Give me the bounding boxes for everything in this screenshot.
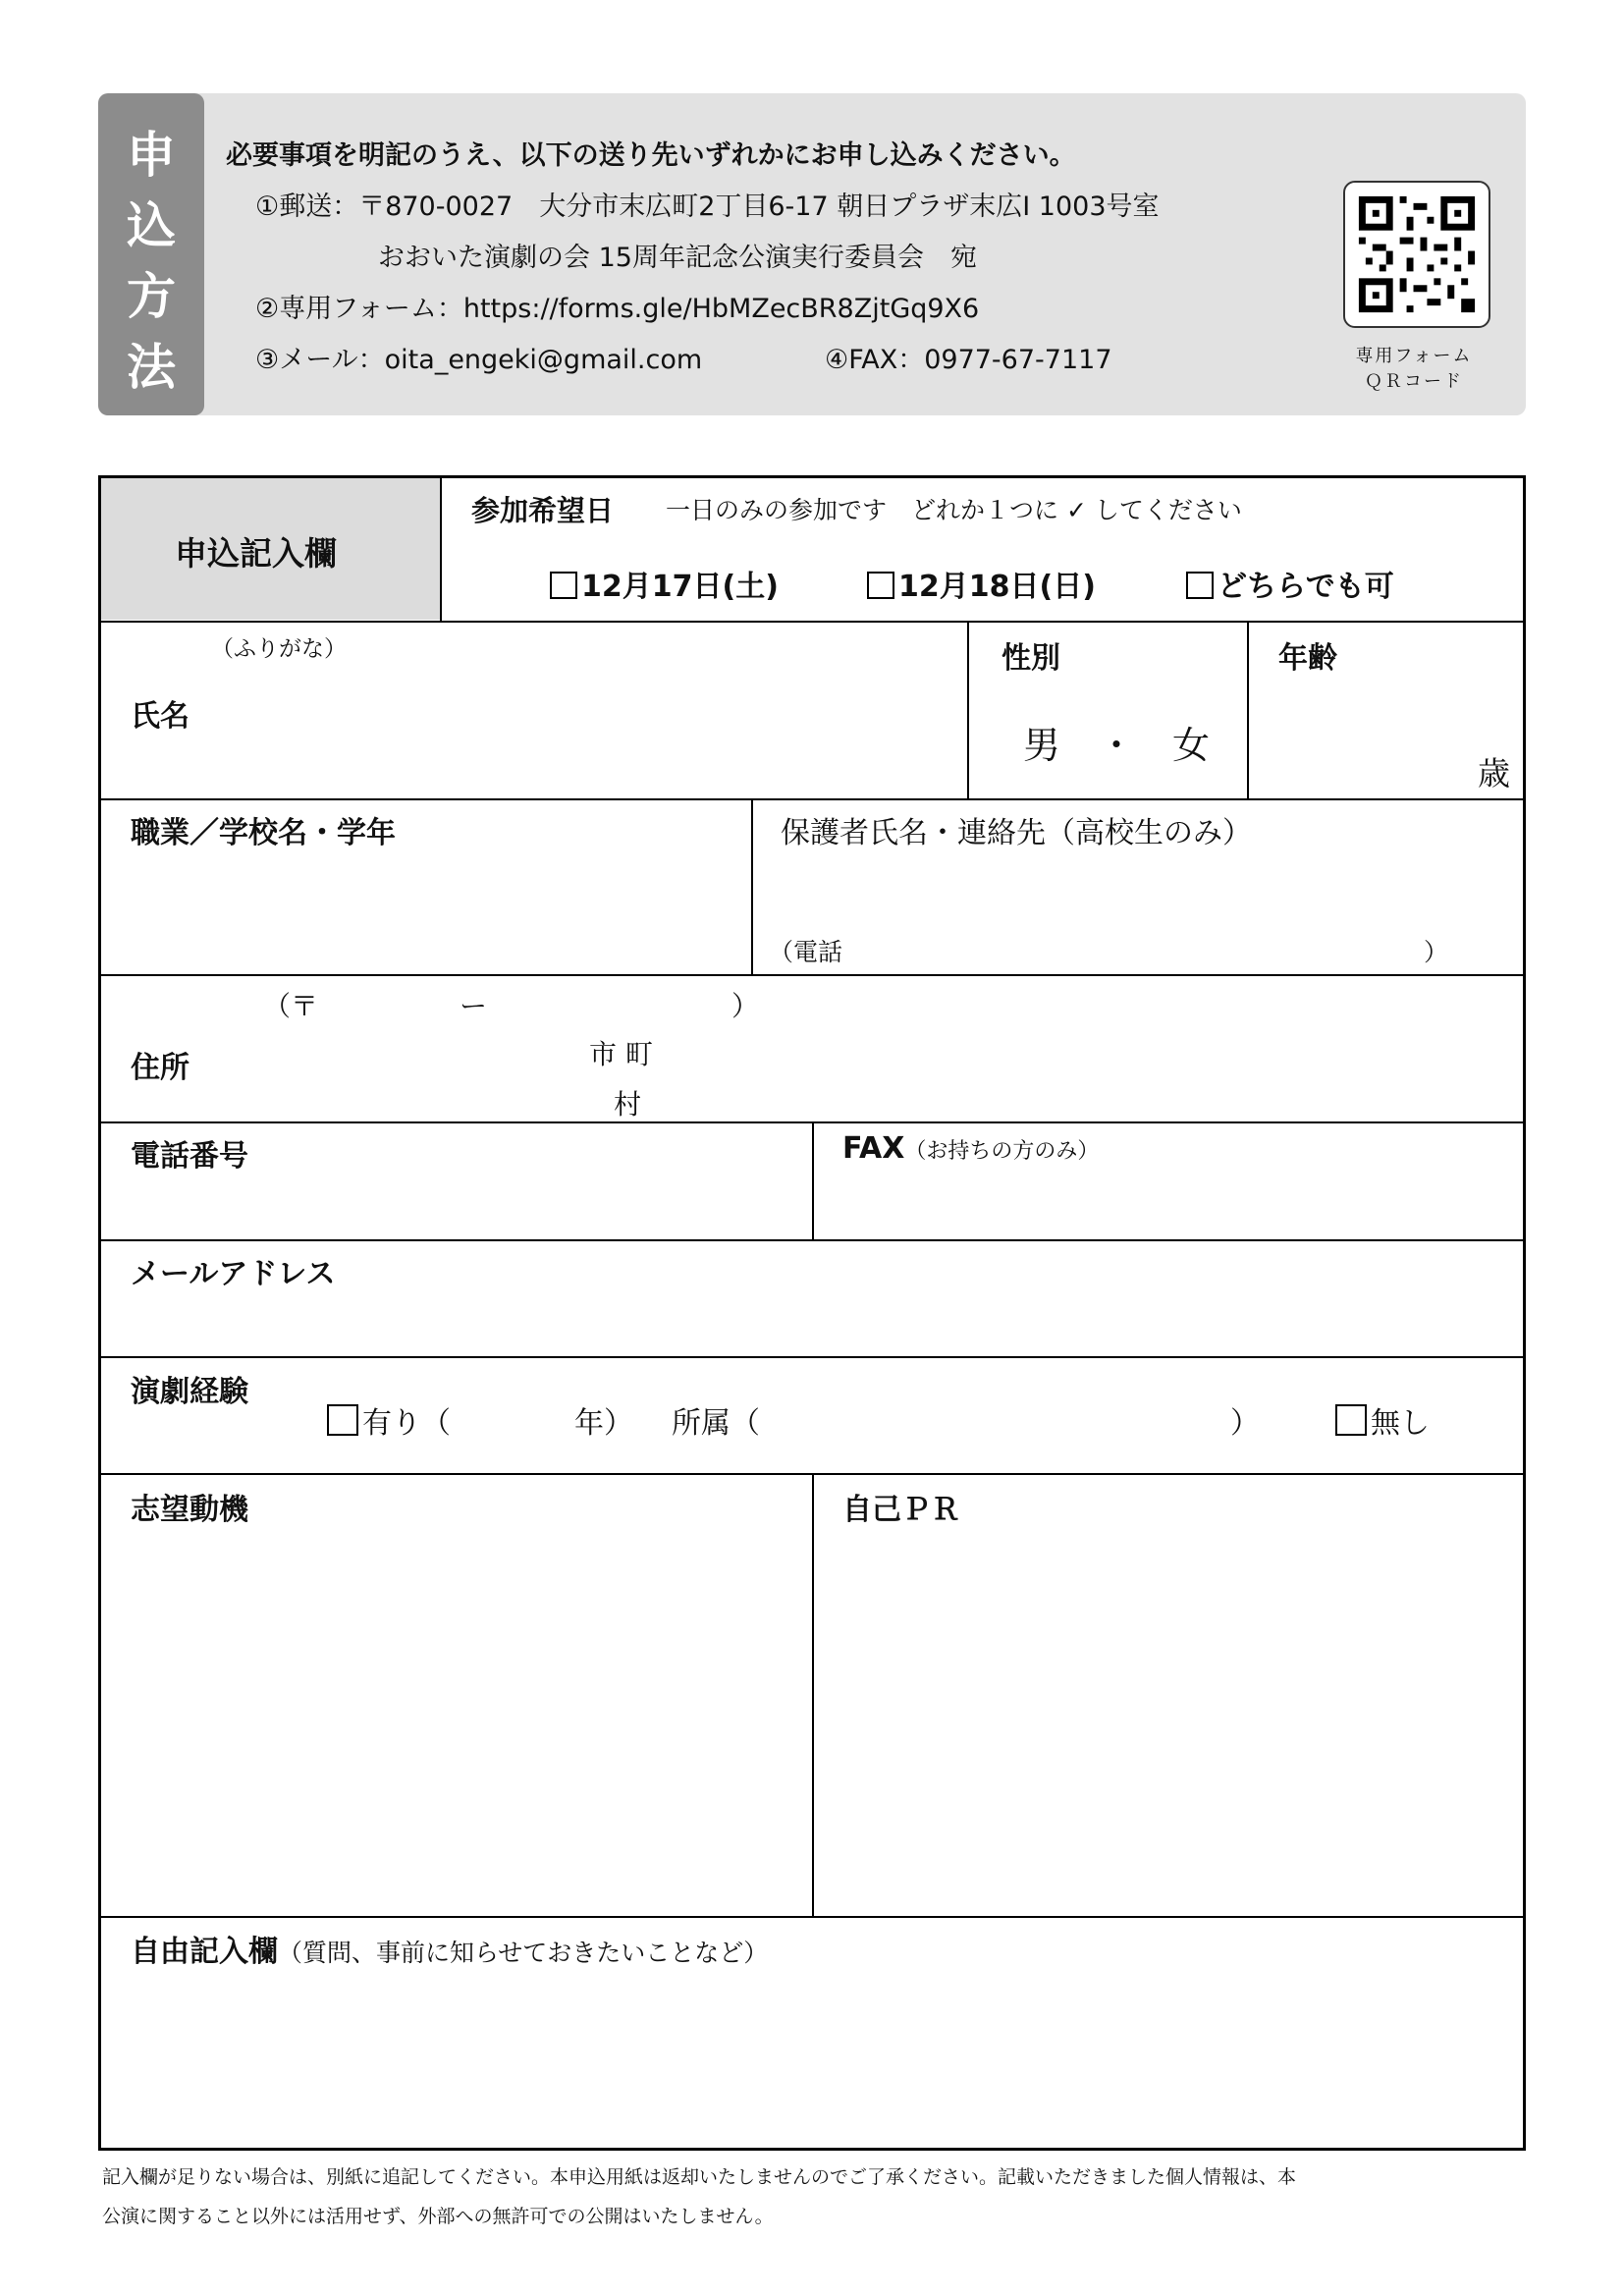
experience-no-text: 無し (1371, 1406, 1430, 1441)
form-url-link[interactable]: ②専用フォーム：https://forms.gle/HbMZecBR8ZjtGq9X6 (255, 294, 980, 324)
self-pr-label: 自己ＰＲ (842, 1493, 960, 1527)
name-label: 氏名 (131, 699, 189, 734)
phone-label: 電話番号 (131, 1139, 248, 1174)
guardian-phone-close: ） (1424, 938, 1449, 966)
email-address[interactable]: ③メール：oita_engeki@gmail.com (255, 345, 703, 375)
date-note: 一日のみの参加です どれか１つに ✓ してください (666, 496, 1242, 524)
row-divider (98, 1356, 1526, 1358)
mail-address: ①郵送：〒870-0027 大分市末広町2丁目6-17 朝日プラザ末広Ⅰ 1003号室 (255, 191, 1160, 222)
checkbox-experience-no[interactable] (1335, 1404, 1367, 1436)
privacy-notice-line: 記入欄が足りない場合は、別紙に追記してください。本申込用紙は返却いたしませんのでご了承ください。記載いただきました個人情報は、本 (102, 2166, 1297, 2188)
postal-code-open: （〒 (263, 990, 319, 1022)
guardian-phone-label: （電話 (769, 938, 843, 966)
checkbox-experience-yes[interactable] (327, 1404, 358, 1436)
guardian-label: 保護者氏名・連絡先（高校生のみ） (781, 816, 1252, 850)
intro-text: 必要事項を明記のうえ、以下の送り先いずれかにお申し込みください。 (226, 140, 1076, 171)
tab-char: 方 (127, 268, 176, 325)
experience-affiliation: 所属（ (672, 1406, 760, 1441)
tab-char: 申 (127, 127, 176, 184)
postal-code-dash: ー (460, 990, 488, 1022)
free-entry-note: （質問、事前に知らせておきたいことなど） (278, 1939, 769, 1967)
gender-options[interactable]: 男 ・ 女 (1023, 724, 1211, 767)
qr-caption: ＱＲコード (1365, 371, 1463, 392)
motivation-label: 志望動機 (131, 1493, 248, 1527)
date-option-dec18[interactable] (867, 562, 1096, 605)
date-label: 参加希望日 (471, 494, 615, 527)
privacy-notice (102, 2158, 1526, 2236)
checkbox-dec17[interactable] (550, 572, 577, 599)
age-label: 年齢 (1278, 641, 1337, 676)
city-town-label: 市 町 (589, 1038, 653, 1070)
qr-caption: 専用フォーム (1355, 346, 1473, 366)
column-divider (812, 1474, 814, 1917)
fax-note: （お持ちの方のみ） (904, 1139, 1100, 1164)
email-label: メールアドレス (131, 1257, 336, 1291)
village-label: 村 (614, 1088, 642, 1121)
row-divider (98, 621, 1526, 623)
fax-label-text: FAX (842, 1131, 905, 1166)
occupation-label: 職業／学校名・学年 (131, 816, 396, 850)
date-option-label: どちらでも可 (1218, 570, 1394, 604)
column-divider (812, 1122, 814, 1240)
column-divider (1247, 622, 1249, 799)
column-divider (751, 799, 753, 975)
furigana-label: （ふりがな） (211, 636, 347, 662)
experience-yes-text: 有り（ (362, 1406, 451, 1441)
form-title: 申込記入欄 (175, 534, 337, 573)
privacy-notice-line: 公演に関すること以外には活用せず、外部への無許可での公開はいたしません。 (102, 2206, 774, 2227)
date-option-label: 12月17日(土) (581, 570, 779, 604)
experience-label: 演劇経験 (131, 1375, 248, 1409)
date-option-label: 12月18日(日) (898, 570, 1096, 604)
experience-affiliation-close: ） (1230, 1406, 1260, 1441)
column-divider (967, 622, 969, 799)
date-option-dec17[interactable] (550, 562, 779, 605)
fax-label (842, 1131, 1099, 1166)
free-entry-label (131, 1927, 768, 1970)
postal-code-close: ） (731, 990, 760, 1022)
gender-label: 性別 (1001, 641, 1060, 676)
checkbox-either[interactable] (1186, 572, 1214, 599)
qr-code-image (1343, 181, 1490, 328)
row-divider (98, 974, 1526, 976)
experience-years: 年） (574, 1406, 633, 1441)
date-option-either[interactable] (1186, 562, 1394, 605)
row-divider (98, 798, 1526, 800)
age-unit: 歳 (1478, 754, 1510, 793)
tab-char: 込 (127, 197, 176, 254)
tab-char: 法 (127, 339, 176, 396)
column-divider (440, 475, 442, 622)
free-entry-text: 自由記入欄 (131, 1935, 278, 1969)
fax-number: ④FAX：0977-67-7117 (825, 345, 1112, 375)
mail-recipient: おおいた演劇の会 15周年記念公演実行委員会 宛 (378, 243, 977, 273)
experience-yes-option[interactable] (327, 1398, 451, 1442)
address-label: 住所 (131, 1051, 189, 1085)
checkbox-dec18[interactable] (867, 572, 894, 599)
experience-no-option[interactable] (1335, 1398, 1430, 1442)
